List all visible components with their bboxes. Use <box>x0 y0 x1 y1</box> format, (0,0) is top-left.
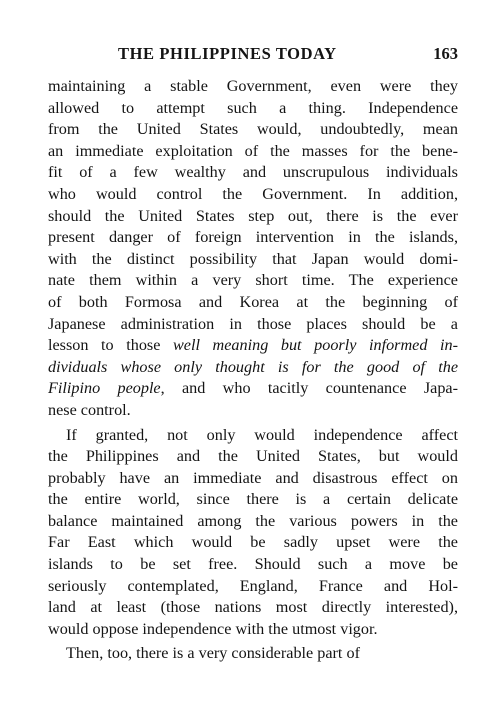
page-number: 163 <box>433 44 458 63</box>
text-span: from the United States would, undoubtedly, mean <box>48 120 458 139</box>
text-line <box>48 425 458 447</box>
text-line <box>48 314 458 336</box>
italic-span: well meaning but poorly informed in- <box>172 336 458 355</box>
page-header <box>48 44 458 68</box>
text-line <box>48 270 458 292</box>
text-span: the entire world, since there is a certain delicate <box>48 490 458 509</box>
text-span: of both Formosa and Korea at the beginning of <box>48 292 458 311</box>
text-span: Then, too, there is a very considerable part of <box>66 644 360 663</box>
text-span: probably have an immediate and disastrous effect on <box>48 468 458 487</box>
text-span: , and who tacitly countenance Japa- <box>160 379 458 398</box>
text-span: balance maintained among the various powers in the <box>48 511 458 530</box>
running-title: THE PHILIPPINES TODAY <box>118 44 337 63</box>
text-span: with the distinct possibility that Japan would domi- <box>48 249 458 268</box>
text-line <box>48 576 458 598</box>
text-line <box>48 554 458 576</box>
text-span: land at least (those nations most directly interested), <box>48 598 458 617</box>
text-span: should the United States step out, there is the ever <box>48 206 458 225</box>
text-line <box>48 378 458 400</box>
text-line <box>48 400 458 422</box>
text-line <box>48 184 458 206</box>
text-line <box>48 162 458 184</box>
italic-span: Filipino people <box>48 379 161 398</box>
text-span: allowed to attempt such a thing. Independence <box>48 98 458 117</box>
text-span: nese control. <box>48 400 131 419</box>
text-span: maintaining a stable Government, even were they <box>48 77 458 95</box>
text-line <box>48 357 458 379</box>
paragraph <box>48 425 458 641</box>
text-line <box>48 468 458 490</box>
text-span: would oppose independence with the utmost vigor. <box>48 619 378 638</box>
italic-span: dividuals whose only thought is for the good of the <box>48 357 458 376</box>
text-line <box>48 597 458 619</box>
paragraph <box>48 643 458 665</box>
text-span: lesson to those <box>48 336 173 355</box>
text-line <box>48 619 458 641</box>
text-line <box>48 141 458 163</box>
text-span: Japanese administration in those places should be a <box>48 314 458 333</box>
paragraph <box>48 76 458 422</box>
text-line <box>48 227 458 249</box>
text-span: seriously contemplated, England, France and Hol- <box>48 576 458 595</box>
text-line <box>48 249 458 271</box>
text-span: nate them within a very short time. The experience <box>48 271 458 290</box>
text-line <box>48 206 458 228</box>
text-line <box>48 292 458 314</box>
text-span: If granted, not only would independence affect <box>66 425 458 444</box>
text-line <box>48 643 458 665</box>
text-line <box>48 532 458 554</box>
text-line <box>48 335 458 357</box>
text-span: Far East which would be sadly upset were the <box>48 533 458 552</box>
body-text <box>48 76 458 665</box>
text-line <box>48 446 458 468</box>
text-span: who would control the Government. In addition, <box>48 184 458 203</box>
text-span: fit of a few wealthy and unscrupulous individuals <box>48 163 458 182</box>
text-line <box>48 119 458 141</box>
text-span: present danger of foreign intervention in the islands, <box>48 228 458 247</box>
text-span: islands to be set free. Should such a move be <box>48 555 458 574</box>
text-line <box>48 511 458 533</box>
text-span: an immediate exploitation of the masses for the bene- <box>48 141 458 160</box>
text-span: the Philippines and the United States, but would <box>48 447 458 466</box>
text-line <box>48 76 458 98</box>
text-line <box>48 489 458 511</box>
text-line <box>48 98 458 120</box>
